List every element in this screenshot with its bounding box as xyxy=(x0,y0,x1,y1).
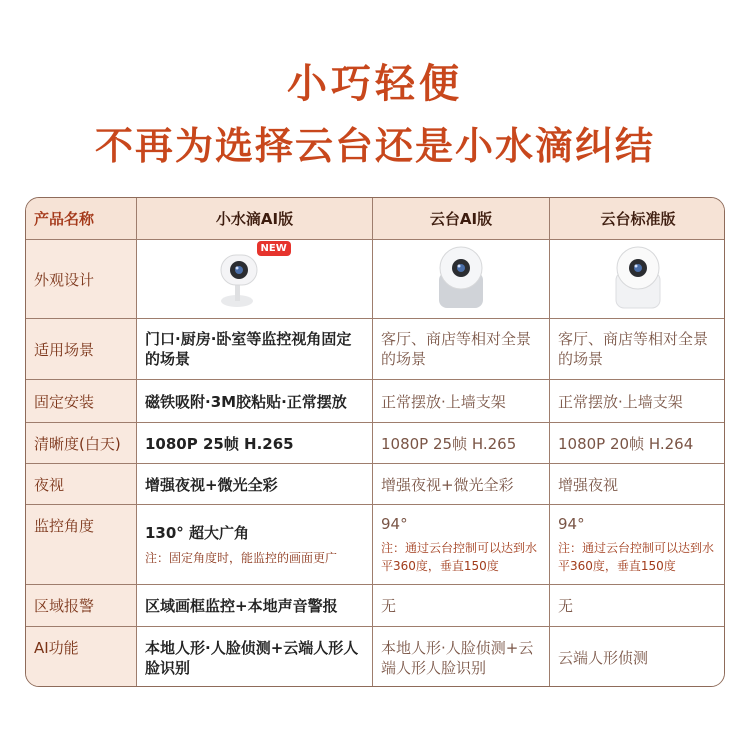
table-row xyxy=(26,585,725,626)
small-water-drop-camera-icon xyxy=(215,243,295,311)
cell-value xyxy=(373,505,550,584)
row-label: 区域报警 xyxy=(26,585,137,626)
row-label: 适用场景 xyxy=(26,319,137,379)
cell-value: 无 xyxy=(373,585,550,626)
cell-value: 客厅、商店等相对全景的场景 xyxy=(373,319,550,379)
row-label: 夜视 xyxy=(26,464,137,504)
row-label: 监控角度 xyxy=(26,505,137,584)
cell-value xyxy=(137,505,373,584)
cell-value: 正常摆放·上墙支架 xyxy=(550,380,725,422)
cell-value: 正常摆放·上墙支架 xyxy=(373,380,550,422)
pan-tilt-standard-camera-icon xyxy=(612,244,664,314)
cell-value xyxy=(550,505,725,584)
header-product-name: 产品名称 xyxy=(26,198,137,239)
table-header-row xyxy=(26,198,725,239)
header-pan-tilt-standard: 云台标准版 xyxy=(550,198,725,239)
header-water-drop-ai: 小水滴AI版 xyxy=(137,198,373,239)
table-row xyxy=(26,240,725,318)
angle-note: 注：通过云台控制可以达到水平360度，垂直150度 xyxy=(558,540,715,573)
row-label: AI功能 xyxy=(26,627,137,687)
cell-value: 增强夜视+微光全彩 xyxy=(373,464,550,504)
cell-value: 增强夜视 xyxy=(550,464,725,504)
table-row xyxy=(26,380,725,422)
angle-value: 94° xyxy=(381,514,408,533)
cell-value: 1080P 20帧 H.264 xyxy=(550,423,725,463)
table-row xyxy=(26,464,725,504)
cell-value: 客厅、商店等相对全景的场景 xyxy=(550,319,725,379)
water-drop-camera-cell xyxy=(137,240,373,318)
table-row xyxy=(26,627,725,687)
cell-value: 无 xyxy=(550,585,725,626)
cell-value: 增强夜视+微光全彩 xyxy=(137,464,373,504)
angle-note: 注：固定角度时，能监控的画面更广 xyxy=(145,551,338,565)
comparison-table xyxy=(25,197,725,687)
angle-note: 注：通过云台控制可以达到水平360度，垂直150度 xyxy=(381,540,538,573)
table-row xyxy=(26,423,725,463)
headline: 小巧轻便 xyxy=(287,61,463,107)
angle-value: 94° xyxy=(558,514,585,533)
header-pan-tilt-ai: 云台AI版 xyxy=(373,198,550,239)
cell-value: 本地人形·人脸侦测+云端人形人脸识别 xyxy=(373,627,550,687)
pan-tilt-standard-camera-cell xyxy=(550,240,725,318)
table-row xyxy=(26,505,725,584)
new-badge: NEW xyxy=(257,241,291,256)
row-label: 清晰度(白天) xyxy=(26,423,137,463)
table-row xyxy=(26,319,725,379)
cell-value: 磁铁吸附·3M胶粘贴·正常摆放 xyxy=(137,380,373,422)
cell-value: 1080P 25帧 H.265 xyxy=(373,423,550,463)
cell-value: 云端人形侦测 xyxy=(550,627,725,687)
pan-tilt-ai-camera-cell xyxy=(373,240,550,318)
cell-value: 门口·厨房·卧室等监控视角固定的场景 xyxy=(137,319,373,379)
subheadline: 不再为选择云台还是小水滴纠结 xyxy=(94,124,655,168)
cell-value: 本地人形·人脸侦测+云端人形人脸识别 xyxy=(137,627,373,687)
cell-value: 区域画框监控+本地声音警报 xyxy=(137,585,373,626)
row-label: 外观设计 xyxy=(26,240,137,318)
cell-value: 1080P 25帧 H.265 xyxy=(137,423,373,463)
pan-tilt-ai-camera-icon xyxy=(435,244,487,314)
angle-value: 130° 超大广角 xyxy=(145,524,250,542)
row-label: 固定安装 xyxy=(26,380,137,422)
